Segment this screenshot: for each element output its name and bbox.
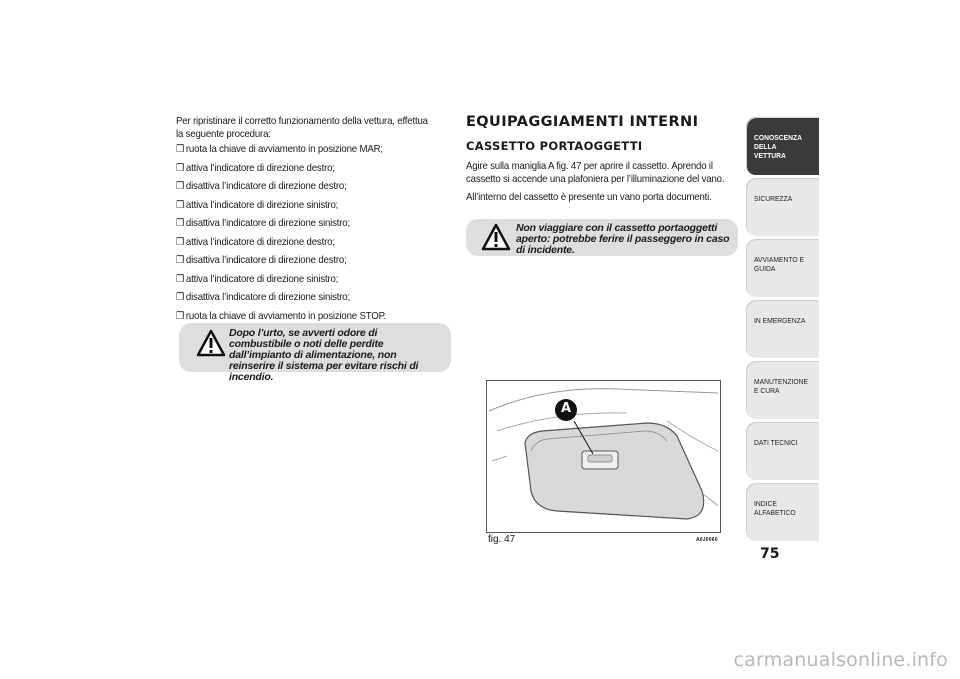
warning-triangle-icon (481, 223, 511, 251)
watermark: carmanualsonline.info (733, 649, 948, 671)
procedure-step (176, 143, 434, 157)
warning-triangle-icon (196, 329, 226, 357)
intro-paragraph: Per ripristinare il corretto funzionamento della vettura, effettua la seguente procedura: (176, 115, 428, 140)
fuel-leak-warning-box (179, 323, 451, 383)
procedure-step (176, 217, 434, 231)
procedure-step (176, 254, 434, 268)
procedure-step-text: attiva l’indicatore di direzione sinistro; (185, 272, 339, 285)
body-paragraph: Agire sulla maniglia A fig. 47 per aprire il cassetto. Aprendo il cassetto si accende una plafoniera per l’illuminazione del vano. (466, 160, 725, 185)
tab-manutenzione-e-cura[interactable] (746, 361, 819, 419)
procedure-step (176, 180, 434, 194)
tab-label: AVVIAMENTO E GUIDA (754, 255, 805, 273)
left-column (176, 115, 434, 328)
glovebox-drawing (487, 381, 720, 532)
procedure-step (176, 162, 434, 176)
checkbox-bullet-icon: ❒ (176, 310, 185, 322)
procedure-step-text: disattiva l’indicatore di direzione destro; (185, 180, 347, 192)
procedure-list (176, 143, 434, 323)
procedure-step-text: attiva l’indicatore di direzione destro; (185, 235, 335, 248)
figure-caption: fig. 47 (488, 534, 516, 545)
procedure-step (176, 310, 434, 324)
tab-label: INDICE ALFABETICO (754, 499, 796, 517)
checkbox-bullet-icon: ❒ (176, 199, 185, 211)
procedure-step (176, 199, 434, 213)
tab-label: SICUREZZA (754, 194, 793, 203)
tab-label: CONOSCENZA DELLA VETTURA (754, 133, 802, 160)
procedure-step (176, 291, 434, 305)
page-number: 75 (760, 546, 780, 562)
fuel-leak-warning-text: Dopo l’urto, se avverti odore di combustibile o noti delle perdite dall’impianto di alimentazione, non reinserire il sistema per evitare rischi di incendio. (229, 327, 419, 383)
checkbox-bullet-icon: ❒ (176, 218, 185, 229)
procedure-step-text: attiva l’indicatore di direzione sinistro; (185, 198, 339, 211)
procedure-step-text: ruota la chiave di avviamento in posizione STOP. (185, 309, 387, 322)
tab-conoscenza-della-vettura[interactable] (746, 117, 819, 175)
procedure-step (176, 236, 434, 250)
procedure-step-text: attiva l’indicatore di direzione destro; (185, 161, 335, 174)
tab-indice-alfabetico[interactable] (746, 483, 819, 541)
checkbox-bullet-icon: ❒ (176, 144, 185, 155)
procedure-step (176, 273, 434, 287)
procedure-step-text: disattiva l’indicatore di direzione sinistro; (185, 291, 350, 303)
tab-label: MANUTENZIONE E CURA (754, 377, 808, 395)
glovebox-warning-box (466, 219, 738, 256)
tab-dati-tecnici[interactable] (746, 422, 819, 480)
checkbox-bullet-icon: ❒ (176, 236, 185, 248)
callout-label: A (560, 401, 572, 416)
checkbox-bullet-icon: ❒ (176, 181, 185, 192)
tab-avviamento-e-guida[interactable] (746, 239, 819, 297)
checkbox-bullet-icon: ❒ (176, 162, 185, 174)
section-title: EQUIPAGGIAMENTI INTERNI (466, 114, 699, 130)
body-paragraph: All’interno del cassetto è presente un vano porta documenti. (466, 191, 712, 203)
figure-code: A0J0060 (696, 537, 718, 543)
subsection-title: CASSETTO PORTAOGGETTI (466, 139, 643, 153)
tab-in-emergenza[interactable] (746, 300, 819, 358)
procedure-step-text: disattiva l’indicatore di direzione sinistro; (185, 217, 350, 229)
tab-sicurezza[interactable] (746, 178, 819, 236)
checkbox-bullet-icon: ❒ (176, 255, 185, 266)
checkbox-bullet-icon: ❒ (176, 273, 185, 285)
procedure-step-text: ruota la chiave di avviamento in posizione MAR; (185, 143, 383, 155)
chapter-tabs (746, 117, 819, 544)
tab-label: DATI TECNICI (754, 438, 798, 447)
glovebox-warning-text: Non viaggiare con il cassetto portaoggetti aperto: potrebbe ferire il passeggero in caso di incidente. (516, 222, 730, 256)
tab-label: IN EMERGENZA (754, 316, 806, 325)
procedure-step-text: disattiva l’indicatore di direzione destro; (185, 254, 347, 266)
glovebox-illustration (486, 380, 721, 533)
right-column (466, 160, 733, 210)
checkbox-bullet-icon: ❒ (176, 292, 185, 303)
